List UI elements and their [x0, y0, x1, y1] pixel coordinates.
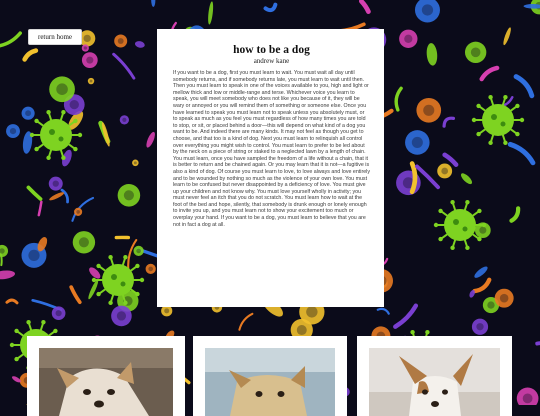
- dog-photo-3: [369, 348, 500, 416]
- dog-photo-2: [205, 348, 335, 416]
- photo-card-1: [27, 336, 185, 416]
- return-home-button[interactable]: return home: [28, 29, 82, 45]
- dog-photo-1: [39, 348, 173, 416]
- article-card: [157, 29, 384, 307]
- article-author: andrew kane: [253, 57, 290, 65]
- article-title: how to be a dog: [233, 44, 310, 56]
- photo-card-3: [357, 336, 512, 416]
- article-body: If you want to be a dog, first you must learn to wait. You must wait all day until somebody returns, and if somebody returns late, you must learn to wait until then. Then you must learn to speak in one of the voices available to you, high and light or mellow thick and low or middle-range and terse. Whichever voice you learn to speak, you will meet somebody who does not like you because of it, they will be wary or annoyed or you will remind them of something or someone else. Once you have learned to speak you must learn not to speak unless you absolutely must, or to speak as much as you feel you must regardless of how many times you are told to stop, or sit, or placed behind a door—this will depend on what kind of a dog you want to be. And indeed there are many kinds. It may not feel as though you get to choose, and that too is a kind of dog. Next you must learn to relinquish all control over everything you might wish to control. You must learn to prefer to be led about by the neck on a piece of string or staked to a neglected lawn by a length of chain. You must learn, once you have sampled the freedom of a life without a chain, that it is better to return and be chained again. Or you may learn that it is not—a fugitive is also a kind of dog. Of course you must learn to love, to love always and love entirely and to be wounded by nothing so much as the violence of your own love. You must learn to be confused but never disappointed by a deficiency of love. You must give up your children and not know why. You must love yourself wholly in activity; you must never feel an itch that you do not scratch. You must learn how to wait at the foot of the bed and hope, silently, that somebody is drunk enough or lonely enough to invite you up, and you must learn not to show your excitement too much or overplay your hand. If you want to be a dog, you must learn to believe that you are not in fact a dog at all.: [173, 70, 370, 228]
- photo-card-2: [193, 336, 347, 416]
